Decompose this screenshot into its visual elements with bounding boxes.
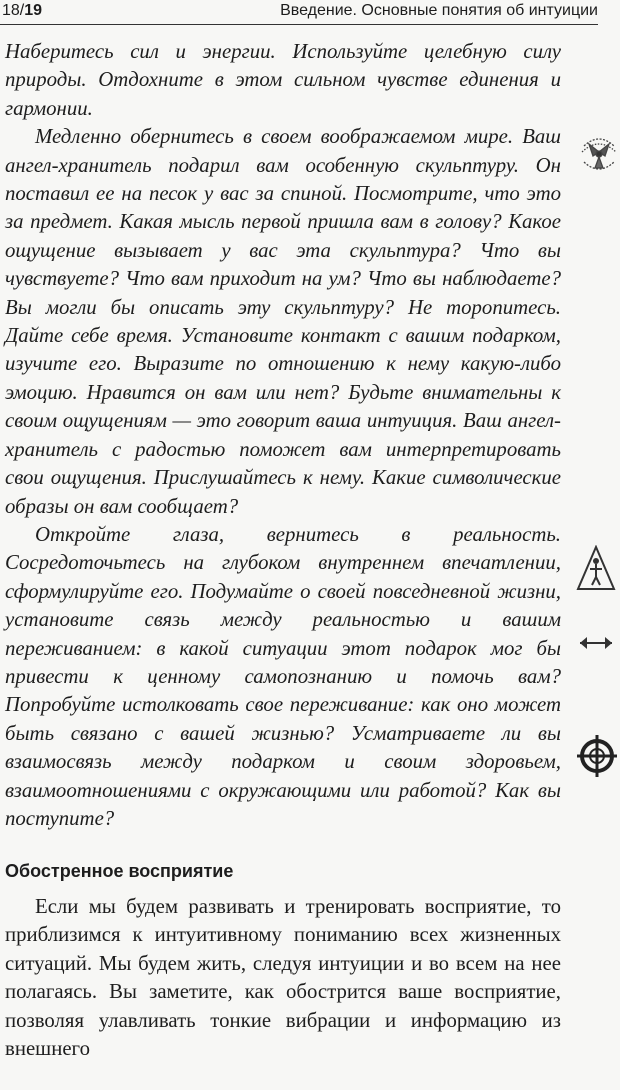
exercise-paragraph: Наберитесь сил и энергии. Используйте целебную силу природы. Отдохните в этом сильном чувстве единения и гармонии. <box>5 40 561 120</box>
exercise-paragraph: Откройте глаза, вернитесь в реальность. Сосредоточьтесь на глубоком внутреннем впечатлении, сформулируйте его. Подумайте о своей повседневной жизни, установите связь между реальностью и вашим переживанием: в какой ситуации этот подарок мог бы привести к ценному самопознанию и помочь вам? Попробуйте истолковать свое переживание: как оно может быть связано с вашей жизнью? Усматриваете ли вы взаимосвязь между подарком и своим здоровьем, взаимоотношениями с окружающими или работой? Как вы поступите? <box>5 522 561 830</box>
exercise-text <box>5 38 561 833</box>
exercise-paragraph: Медленно обернитесь в своем воображаемом мире. Ваш ангел-хранитель подарил вам особенную скульптуру. Он поставил ее на песок у вас за спиной. Посмотрите, что это за предмет. Какая мысль первой пришла вам в голову? Какое ощущение вызывает у вас эта скульптура? Что вы чувствуете? Что вам приходит на ум? Что вы наблюдаете? Вы могли бы описать эту скульптуру? Не торопитесь. Дайте себе время. Установите контакт с вашим подарком, изучите его. Выразите по отношению к нему какую-либо эмоцию. Нравится он вам или нет? Будьте внимательны к своим ощущениям — это говорит ваша интуиция. Ваш ангел-хранитель с радостью поможет вам интерпретировать свои ощущения. Прислушайтесь к нему. Какие символические образы он вам сообщает? <box>5 125 561 518</box>
section-body <box>5 893 561 1063</box>
running-title: Введение. Основные понятия об интуиции <box>280 2 598 19</box>
page-header <box>0 0 598 25</box>
body-paragraph: Если мы будем развивать и тренировать восприятие, то приблизимся к интуитивному пониманию всех жизненных ситуаций. Мы будем жить, следуя интуиции и во всем на нее полагаясь. Вы заметите, как обострится ваше восприятие, позволяя улавливать тонкие вибрации и информацию из внешнего <box>5 895 561 1061</box>
double-arrow-icon <box>576 632 616 654</box>
triangle-figure-icon <box>576 545 616 593</box>
page-number-total: 19 <box>24 2 43 19</box>
target-crosshair-icon <box>577 735 617 777</box>
page-number <box>2 0 42 22</box>
angel-icon <box>578 130 620 180</box>
section-heading: Обостренное восприятие <box>5 861 234 881</box>
page-number-current: 18/ <box>2 2 25 19</box>
